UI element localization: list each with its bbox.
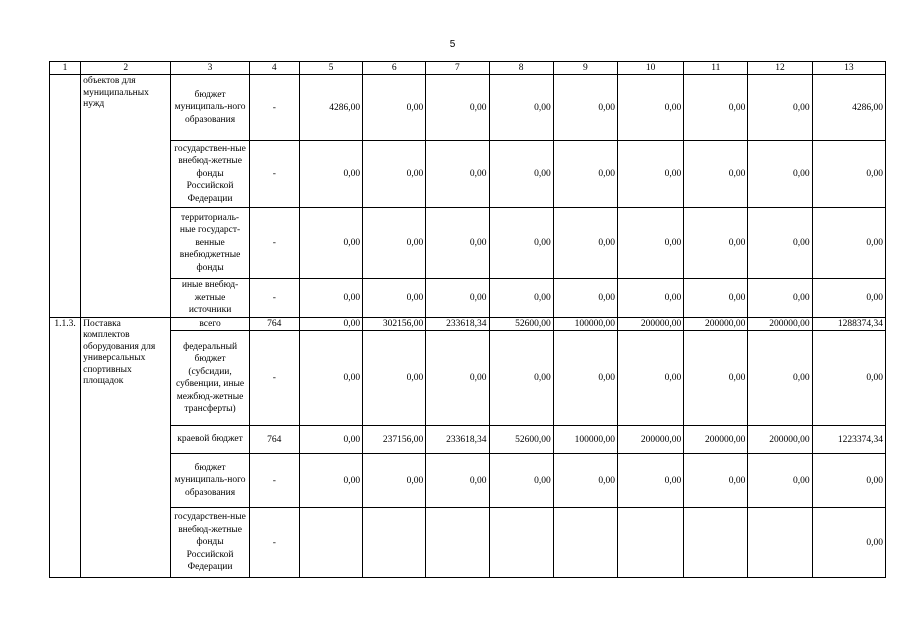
value-cell: 100000,00: [553, 426, 617, 454]
value-cell: 4286,00: [812, 75, 885, 141]
value-cell: 0,00: [684, 208, 748, 279]
value-cell: 0,00: [299, 208, 362, 279]
table-row: [50, 75, 886, 141]
header-row: [50, 62, 886, 75]
value-cell: 0,00: [617, 454, 683, 508]
value-cell: 233618,34: [426, 426, 489, 454]
value-cell: 0,00: [426, 208, 489, 279]
header-cell: 12: [748, 62, 812, 75]
value-cell: 0,00: [617, 331, 683, 426]
value-cell: 0,00: [489, 208, 553, 279]
value-cell: 52600,00: [489, 426, 553, 454]
code-cell: 764: [249, 317, 299, 331]
value-cell: 0,00: [299, 317, 362, 331]
value-cell: 0,00: [812, 508, 885, 578]
funding-source-cell: иные внебюд-жетные источники: [171, 279, 249, 318]
header-cell: 3: [171, 62, 249, 75]
value-cell: 0,00: [553, 279, 617, 318]
header-cell: 11: [684, 62, 748, 75]
value-cell: 0,00: [748, 208, 812, 279]
table-row: [50, 454, 886, 508]
value-cell: 0,00: [748, 75, 812, 141]
value-cell: 0,00: [299, 141, 362, 208]
value-cell: 0,00: [489, 141, 553, 208]
value-cell: 0,00: [684, 331, 748, 426]
value-cell: 0,00: [684, 279, 748, 318]
value-cell: 233618,34: [426, 317, 489, 331]
value-cell: 0,00: [489, 75, 553, 141]
value-cell: [553, 508, 617, 578]
table-row: [50, 331, 886, 426]
value-cell: [363, 508, 426, 578]
value-cell: 0,00: [489, 454, 553, 508]
funding-source-cell: государствен-ные внебюд-жетные фонды Российской Федерации: [171, 141, 249, 208]
funding-source-cell: федеральный бюджет (субсидии, субвенции, иные межбюд-жетные трансферты): [171, 331, 249, 426]
value-cell: 0,00: [553, 75, 617, 141]
value-cell: 0,00: [363, 279, 426, 318]
item-name-cell: объектов для муниципальных нужд: [81, 75, 171, 318]
value-cell: 0,00: [553, 331, 617, 426]
table-row: [50, 208, 886, 279]
header-cell: 5: [299, 62, 362, 75]
value-cell: 0,00: [489, 331, 553, 426]
code-cell: -: [249, 75, 299, 141]
item-number-cell: 1.1.3.: [50, 317, 81, 578]
value-cell: 100000,00: [553, 317, 617, 331]
value-cell: 0,00: [299, 279, 362, 318]
value-cell: 0,00: [363, 454, 426, 508]
table-row: [50, 279, 886, 318]
value-cell: [299, 508, 362, 578]
value-cell: 0,00: [553, 454, 617, 508]
value-cell: 52600,00: [489, 317, 553, 331]
header-cell: 2: [81, 62, 171, 75]
table-row: [50, 141, 886, 208]
value-cell: [489, 508, 553, 578]
value-cell: 200000,00: [684, 317, 748, 331]
value-cell: 0,00: [748, 331, 812, 426]
table-row: [50, 426, 886, 454]
value-cell: [684, 508, 748, 578]
value-cell: 0,00: [426, 141, 489, 208]
funding-source-cell: бюджет муниципаль-ного образования: [171, 454, 249, 508]
item-number-cell: [50, 75, 81, 318]
value-cell: 0,00: [363, 331, 426, 426]
header-cell: 7: [426, 62, 489, 75]
value-cell: 0,00: [748, 454, 812, 508]
value-cell: [748, 508, 812, 578]
value-cell: 200000,00: [748, 317, 812, 331]
value-cell: 0,00: [299, 331, 362, 426]
header-cell: 10: [617, 62, 683, 75]
value-cell: 200000,00: [748, 426, 812, 454]
value-cell: 0,00: [363, 75, 426, 141]
value-cell: 0,00: [684, 141, 748, 208]
value-cell: 0,00: [363, 208, 426, 279]
value-cell: 0,00: [553, 208, 617, 279]
funding-source-cell: всего: [171, 317, 249, 331]
value-cell: 0,00: [812, 454, 885, 508]
funding-source-cell: краевой бюджет: [171, 426, 249, 454]
table-row: [50, 317, 886, 331]
value-cell: 0,00: [426, 331, 489, 426]
value-cell: 0,00: [617, 279, 683, 318]
table-row: [50, 508, 886, 578]
funding-source-cell: государствен-ные внебюд-жетные фонды Российской Федерации: [171, 508, 249, 578]
value-cell: 0,00: [426, 454, 489, 508]
value-cell: 0,00: [748, 141, 812, 208]
header-cell: 6: [363, 62, 426, 75]
value-cell: 0,00: [426, 75, 489, 141]
value-cell: 0,00: [684, 75, 748, 141]
budget-table: [49, 61, 886, 578]
value-cell: 0,00: [812, 331, 885, 426]
value-cell: 0,00: [299, 426, 362, 454]
header-cell: 1: [50, 62, 81, 75]
value-cell: 0,00: [748, 279, 812, 318]
value-cell: 0,00: [617, 208, 683, 279]
value-cell: 0,00: [363, 141, 426, 208]
code-cell: -: [249, 279, 299, 318]
value-cell: 0,00: [684, 454, 748, 508]
value-cell: 1288374,34: [812, 317, 885, 331]
value-cell: 0,00: [617, 75, 683, 141]
value-cell: 0,00: [812, 208, 885, 279]
table-body: [50, 62, 886, 578]
value-cell: 4286,00: [299, 75, 362, 141]
header-cell: 8: [489, 62, 553, 75]
code-cell: -: [249, 141, 299, 208]
value-cell: 0,00: [812, 141, 885, 208]
value-cell: 0,00: [489, 279, 553, 318]
code-cell: 764: [249, 426, 299, 454]
value-cell: 1223374,34: [812, 426, 885, 454]
funding-source-cell: бюджет муниципаль-ного образования: [171, 75, 249, 141]
item-name-cell: Поставка комплектов оборудования для универсальных спортивных площадок: [81, 317, 171, 578]
header-cell: 13: [812, 62, 885, 75]
funding-source-cell: территориаль-ные государст-венные внебюджетные фонды: [171, 208, 249, 279]
code-cell: -: [249, 331, 299, 426]
value-cell: 0,00: [812, 279, 885, 318]
value-cell: [617, 508, 683, 578]
code-cell: -: [249, 454, 299, 508]
value-cell: 200000,00: [617, 317, 683, 331]
value-cell: 0,00: [553, 141, 617, 208]
value-cell: 200000,00: [684, 426, 748, 454]
value-cell: 200000,00: [617, 426, 683, 454]
value-cell: 237156,00: [363, 426, 426, 454]
code-cell: -: [249, 208, 299, 279]
header-cell: 4: [249, 62, 299, 75]
header-cell: 9: [553, 62, 617, 75]
value-cell: [426, 508, 489, 578]
value-cell: 0,00: [299, 454, 362, 508]
code-cell: -: [249, 508, 299, 578]
value-cell: 302156,00: [363, 317, 426, 331]
value-cell: 0,00: [426, 279, 489, 318]
value-cell: 0,00: [617, 141, 683, 208]
page-number: 5: [449, 39, 456, 50]
